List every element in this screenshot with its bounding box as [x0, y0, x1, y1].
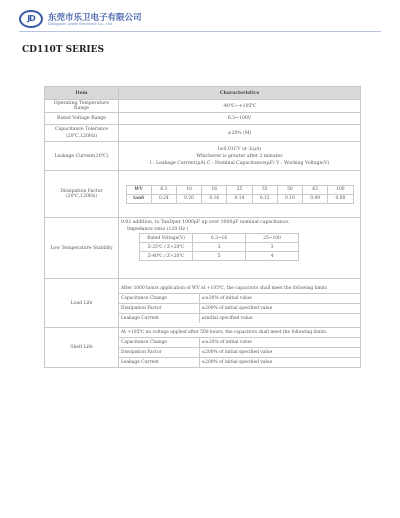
row-load-life	[45, 279, 361, 328]
item-value: 6.3~100V	[119, 113, 361, 125]
condition-name: Dissipation Factor	[119, 348, 199, 358]
table-cell: 3	[246, 243, 299, 252]
load-life-details	[119, 279, 361, 328]
table-cell: 0.24	[151, 194, 176, 203]
table-cell: 0.16	[202, 194, 227, 203]
table-cell: WV	[126, 185, 151, 194]
condition-limit: ≤initial specified value	[199, 313, 360, 323]
table-row	[126, 185, 353, 194]
table-row	[119, 313, 360, 323]
item-label: Dissipation Factor (20℃,120Hz)	[45, 171, 119, 218]
table-cell: 50	[277, 185, 302, 194]
item-label: Low Temperature Stability	[45, 218, 119, 279]
table-row	[119, 284, 360, 294]
table-cell: 4	[246, 252, 299, 261]
table-cell: 3	[193, 243, 246, 252]
condition-limit: ≤200% of initial specified value	[199, 358, 360, 368]
leakage-details	[119, 142, 361, 171]
page-header	[19, 10, 381, 32]
table-cell: 25	[227, 185, 252, 194]
row-operating-temperature	[45, 100, 361, 113]
header-item: Item	[45, 87, 119, 100]
table-cell: 16	[202, 185, 227, 194]
item-value: -40℃~+105℃	[119, 100, 361, 113]
shelf-life-details	[119, 328, 361, 368]
dissipation-details	[119, 171, 361, 218]
table-row	[140, 234, 299, 243]
dissipation-subtable	[126, 185, 354, 204]
table-row	[119, 348, 360, 358]
table-row	[140, 252, 299, 261]
condition-name: Capacitance Change	[119, 338, 199, 348]
table-cell: 5	[193, 252, 246, 261]
leakage-line: Whichever is greater after 2 minutes	[196, 153, 283, 159]
table-cell: 10	[176, 185, 201, 194]
condition-name: Capacitance Change	[119, 293, 199, 303]
table-cell: 0.14	[227, 194, 252, 203]
impedance-caption: Impedance ratio (120 Hz )	[127, 227, 189, 232]
item-label-line: (20℃,120Hz)	[65, 134, 98, 139]
shelf-life-conditions	[119, 328, 360, 367]
row-low-temperature-stability	[45, 218, 361, 279]
condition-name: Dissipation Factor	[119, 303, 199, 313]
company-logo: JD	[19, 10, 43, 28]
leakage-formula: I≤0.01CV or 3(μA)	[217, 146, 262, 152]
table-cell: 0.08	[328, 194, 353, 203]
header-characteristics: Characteristics	[119, 87, 361, 100]
company-name-english: Dongguan Lewei Electronic Co., Ltd.	[48, 22, 113, 26]
table-cell: Z-25℃ / Z+20℃	[140, 243, 193, 252]
table-cell: tanδ	[126, 194, 151, 203]
table-cell: 100	[328, 185, 353, 194]
row-dissipation-factor	[45, 171, 361, 218]
table-row	[119, 328, 360, 338]
table-cell: 6.3~16	[193, 234, 246, 243]
table-row	[119, 293, 360, 303]
condition-limit: ≤±20% of initial value	[199, 338, 360, 348]
shelf-life-intro: At +105℃ no voltage applied after 500 hours, the capacitors shall meet the following limits.	[119, 328, 360, 338]
table-cell: 35	[252, 185, 277, 194]
condition-name: Leakage Current	[119, 313, 199, 323]
table-row	[119, 338, 360, 348]
table-cell: 0.20	[176, 194, 201, 203]
condition-limit: ≤±20% of initial value	[199, 293, 360, 303]
table-cell: Z-40℃ / Z+20℃	[140, 252, 193, 261]
item-label	[45, 125, 119, 142]
table-cell: 0.09	[303, 194, 328, 203]
low-temp-details	[119, 218, 361, 279]
condition-limit: ≤200% of initial specified value	[199, 303, 360, 313]
row-rated-voltage	[45, 113, 361, 125]
item-label: Shelf Life	[45, 328, 119, 368]
item-label: Rated Voltage Range	[45, 113, 119, 125]
item-value: ±20% (M)	[119, 125, 361, 142]
table-row	[140, 243, 299, 252]
leakage-line: I : Leakage Current(μA) C : Nominal Capacitance(μF) V : Working Voltage(V)	[149, 160, 330, 166]
table-cell: 63	[303, 185, 328, 194]
table-row	[119, 303, 360, 313]
item-label-line: Capacitance Tolerance	[54, 127, 109, 132]
row-leakage-current	[45, 142, 361, 171]
condition-limit: ≤200% of initial specified value	[199, 348, 360, 358]
row-shelf-life	[45, 328, 361, 368]
table-header-row	[45, 87, 361, 100]
table-row	[119, 358, 360, 368]
load-life-intro: After 1000 hours application of WV at +105℃, the capacitors shall meet the following limits	[119, 284, 360, 294]
specification-table	[44, 86, 361, 368]
impedance-subtable	[139, 233, 299, 261]
table-cell: Rated Voltage(V)	[140, 234, 193, 243]
table-cell: 0.12	[252, 194, 277, 203]
header-divider	[19, 31, 381, 32]
company-name-chinese: 东莞市乐卫电子有限公司	[48, 13, 142, 23]
item-label: Leakage Current(20℃)	[45, 142, 119, 171]
item-label: Load Life	[45, 279, 119, 328]
load-life-conditions	[119, 284, 360, 323]
item-label: Operating Temperature Range	[45, 100, 119, 113]
table-cell: 6.3	[151, 185, 176, 194]
df-note: 0.02 addition, to TanDper 1000μF up over 1000μF nominal capacitance.	[121, 220, 290, 225]
table-cell: 0.10	[277, 194, 302, 203]
table-row	[126, 194, 353, 203]
row-capacitance-tolerance	[45, 125, 361, 142]
table-cell: 25~100	[246, 234, 299, 243]
condition-name: Leakage Current	[119, 358, 199, 368]
series-title: CD110T SERIES	[22, 45, 104, 55]
